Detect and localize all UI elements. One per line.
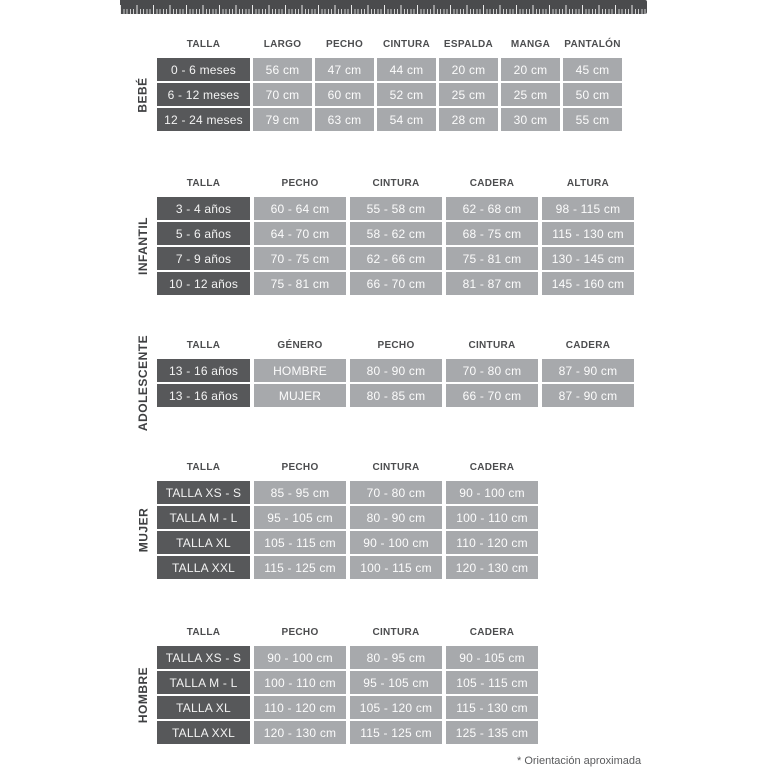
column-header-pecho: PECHO [377, 339, 415, 351]
table-group-label-hombre [132, 646, 154, 744]
measurement-cell: 81 - 87 cm [446, 272, 538, 295]
group-label-text: MUJER [136, 507, 151, 553]
size-label-cell: TALLA XL [157, 531, 250, 554]
measurement-cell: 54 cm [377, 108, 436, 131]
size-label-cell: TALLA XS - S [157, 646, 250, 669]
measurement-cell: 75 - 81 cm [254, 272, 346, 295]
column-header-cintura: CINTURA [372, 461, 420, 473]
measurement-cell: 70 cm [253, 83, 312, 106]
measurement-cell: 100 - 115 cm [350, 556, 442, 579]
measurement-cell: 62 - 68 cm [446, 197, 538, 220]
measurement-cell: 30 cm [501, 108, 560, 131]
column-header-altura: ALTURA [566, 177, 610, 189]
measurement-cell: 115 - 125 cm [254, 556, 346, 579]
measurement-cell: 115 - 130 cm [446, 696, 538, 719]
table-group-label-bebe [132, 58, 154, 131]
size-table-adolescente [136, 334, 634, 432]
measurement-cell: 115 - 130 cm [542, 222, 634, 245]
measurement-cell: 130 - 145 cm [542, 247, 634, 270]
size-table-hombre [136, 624, 538, 744]
column-header-talla: TALLA [186, 177, 221, 189]
group-label-text: ADOLESCENTE [136, 334, 150, 432]
measurement-cell: 75 - 81 cm [446, 247, 538, 270]
group-label-text: HOMBRE [136, 666, 150, 724]
measurement-cell: 70 - 80 cm [446, 359, 538, 382]
column-header-g-nero: GÉNERO [277, 339, 323, 351]
measurement-cell: 55 - 58 cm [350, 197, 442, 220]
measurement-cell: 90 - 100 cm [446, 481, 538, 504]
measurement-cell: 44 cm [377, 58, 436, 81]
measurement-cell: 60 - 64 cm [254, 197, 346, 220]
measurement-cell: 120 - 130 cm [254, 721, 346, 744]
size-grid-hombre [157, 624, 538, 744]
group-label-text: BEBÉ [136, 76, 150, 113]
measurement-cell: 70 - 75 cm [254, 247, 346, 270]
size-grid-mujer [157, 459, 538, 579]
measurement-cell: 90 - 100 cm [350, 531, 442, 554]
size-label-cell: 5 - 6 años [157, 222, 250, 245]
size-label-cell: 13 - 16 años [157, 359, 250, 382]
measurement-cell: 110 - 120 cm [446, 531, 538, 554]
column-header-pecho: PECHO [281, 626, 319, 638]
column-header-manga: MANGA [510, 38, 551, 50]
column-header-pecho: PECHO [325, 38, 364, 50]
measurement-cell: 45 cm [563, 58, 622, 81]
size-table-bebe [136, 36, 622, 131]
size-label-cell: TALLA XXL [157, 556, 250, 579]
measurement-cell: 79 cm [253, 108, 312, 131]
measurement-cell: 120 - 130 cm [446, 556, 538, 579]
measurement-cell: HOMBRE [254, 359, 346, 382]
size-label-cell: TALLA M - L [157, 671, 250, 694]
column-header-cintura: CINTURA [468, 339, 516, 351]
column-header-largo: LARGO [263, 38, 302, 50]
measurement-cell: 55 cm [563, 108, 622, 131]
measurement-cell: 100 - 110 cm [446, 506, 538, 529]
measurement-cell: 56 cm [253, 58, 312, 81]
measurement-cell: 68 - 75 cm [446, 222, 538, 245]
size-label-cell: TALLA XS - S [157, 481, 250, 504]
measurement-cell: 50 cm [563, 83, 622, 106]
measurement-cell: 105 - 120 cm [350, 696, 442, 719]
approximation-footnote: * Orientación aproximada [517, 755, 642, 767]
measurement-cell: 62 - 66 cm [350, 247, 442, 270]
measurement-cell: 60 cm [315, 83, 374, 106]
size-table-infantil [136, 175, 634, 295]
measurement-cell: 64 - 70 cm [254, 222, 346, 245]
size-label-cell: 3 - 4 años [157, 197, 250, 220]
measurement-cell: 25 cm [439, 83, 498, 106]
measurement-cell: 90 - 100 cm [254, 646, 346, 669]
measurement-cell: 80 - 90 cm [350, 359, 442, 382]
measurement-cell: 85 - 95 cm [254, 481, 346, 504]
measurement-cell: 90 - 105 cm [446, 646, 538, 669]
measurement-cell: 52 cm [377, 83, 436, 106]
size-grid-bebe [157, 36, 622, 131]
group-label-text: INFANTIL [136, 217, 150, 275]
measurement-cell: 145 - 160 cm [542, 272, 634, 295]
table-group-label-infantil [132, 197, 154, 295]
column-header-cadera: CADERA [469, 177, 515, 189]
measurement-cell: 70 - 80 cm [350, 481, 442, 504]
size-label-cell: TALLA M - L [157, 506, 250, 529]
measurement-cell: 28 cm [439, 108, 498, 131]
size-label-cell: 6 - 12 meses [157, 83, 250, 106]
measurement-cell: MUJER [254, 384, 346, 407]
measurement-cell: 98 - 115 cm [542, 197, 634, 220]
column-header-cadera: CADERA [469, 461, 515, 473]
size-grid-infantil [157, 175, 634, 295]
measurement-cell: 95 - 105 cm [350, 671, 442, 694]
measurement-cell: 100 - 110 cm [254, 671, 346, 694]
size-label-cell: TALLA XXL [157, 721, 250, 744]
measurement-cell: 80 - 85 cm [350, 384, 442, 407]
column-header-talla: TALLA [186, 339, 221, 351]
column-header-pantal-n: PANTALÓN [564, 38, 621, 50]
measurement-cell: 87 - 90 cm [542, 384, 634, 407]
measurement-cell: 63 cm [315, 108, 374, 131]
column-header-talla: TALLA [186, 38, 221, 50]
column-header-cintura: CINTURA [372, 626, 420, 638]
measurement-cell: 80 - 95 cm [350, 646, 442, 669]
column-header-cintura: CINTURA [372, 177, 420, 189]
measurement-cell: 105 - 115 cm [254, 531, 346, 554]
size-label-cell: 12 - 24 meses [157, 108, 250, 131]
size-label-cell: 10 - 12 años [157, 272, 250, 295]
measurement-cell: 80 - 90 cm [350, 506, 442, 529]
table-group-label-adolescente [132, 334, 154, 432]
measuring-tape-icon [120, 0, 647, 14]
measurement-cell: 58 - 62 cm [350, 222, 442, 245]
column-header-cadera: CADERA [565, 339, 611, 351]
size-label-cell: 0 - 6 meses [157, 58, 250, 81]
measurement-cell: 20 cm [439, 58, 498, 81]
measurement-cell: 47 cm [315, 58, 374, 81]
column-header-cadera: CADERA [469, 626, 515, 638]
column-header-talla: TALLA [186, 626, 221, 638]
measurement-cell: 66 - 70 cm [446, 384, 538, 407]
measurement-cell: 115 - 125 cm [350, 721, 442, 744]
measurement-cell: 20 cm [501, 58, 560, 81]
column-header-espalda: ESPALDA [443, 38, 494, 50]
size-label-cell: TALLA XL [157, 696, 250, 719]
table-group-label-mujer [132, 481, 154, 579]
size-label-cell: 13 - 16 años [157, 384, 250, 407]
measurement-cell: 125 - 135 cm [446, 721, 538, 744]
column-header-pecho: PECHO [281, 177, 319, 189]
size-grid-adolescente [157, 337, 634, 407]
measurement-cell: 87 - 90 cm [542, 359, 634, 382]
column-header-pecho: PECHO [281, 461, 319, 473]
measurement-cell: 66 - 70 cm [350, 272, 442, 295]
column-header-cintura: CINTURA [382, 38, 431, 50]
column-header-talla: TALLA [186, 461, 221, 473]
measurement-cell: 25 cm [501, 83, 560, 106]
measurement-cell: 110 - 120 cm [254, 696, 346, 719]
size-table-mujer [136, 459, 538, 579]
measurement-cell: 105 - 115 cm [446, 671, 538, 694]
measurement-cell: 95 - 105 cm [254, 506, 346, 529]
size-label-cell: 7 - 9 años [157, 247, 250, 270]
